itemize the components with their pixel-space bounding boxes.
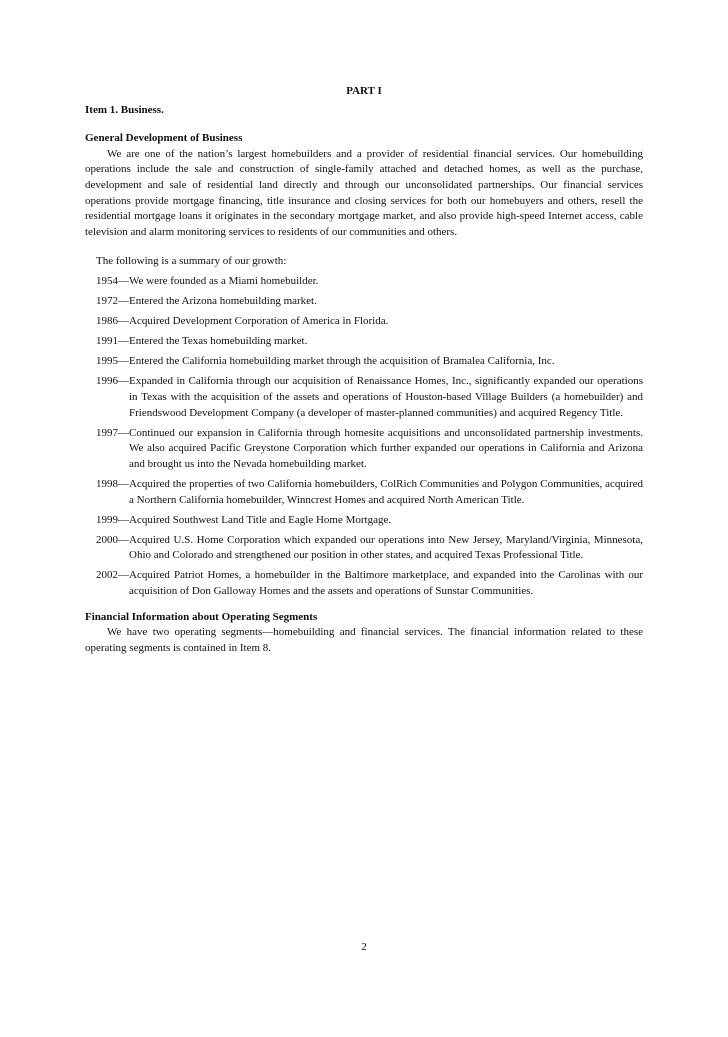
timeline-text: We were founded as a Miami homebuilder. <box>129 274 319 287</box>
document-page <box>85 84 643 656</box>
timeline-item <box>96 374 643 421</box>
item-title: Item 1. Business. <box>85 103 164 116</box>
timeline-text: Acquired Development Corporation of America in Florida. <box>129 315 389 328</box>
timeline-item <box>96 477 643 508</box>
timeline-item <box>96 533 643 564</box>
timeline-text: Continued our expansion in California through homesite acquisitions and unconsolidated partnership investments. We also acquired Pacific Greystone Corporation which further expanded our operations in California and Arizona and brought us into the Nevada homebuilding market. <box>129 426 643 470</box>
timeline-year: 1991— <box>96 335 129 348</box>
timeline-year: 1996— <box>96 375 129 388</box>
growth-timeline <box>85 274 643 600</box>
part-title: PART I <box>346 85 382 97</box>
page-number: 2 <box>361 941 367 953</box>
timeline-text: Expanded in California through our acquisition of Renaissance Homes, Inc., significantly expanded our operations in Texas with the acquisition of the assets and operations of Houston-based Village Builders (a homebuilder) and Friendswood Development Company (a developer of master-planned communities) and acquired Regency Title. <box>129 375 643 419</box>
timeline-item <box>96 513 643 529</box>
timeline-year: 1972— <box>96 295 129 308</box>
timeline-year: 1997— <box>96 426 129 439</box>
timeline-item <box>96 314 643 330</box>
timeline-year: 1995— <box>96 355 129 368</box>
timeline-item <box>96 426 643 473</box>
general-development-heading: General Development of Business <box>85 132 243 145</box>
growth-summary-intro: The following is a summary of our growth: <box>96 255 287 268</box>
timeline-text: Acquired U.S. Home Corporation which expanded our operations into New Jersey, Maryland/Virginia, Minnesota, Ohio and Colorado and strengthened our position in other states, and acquired Texas Professional Title. <box>129 533 643 562</box>
financial-information-paragraph: We have two operating segments—homebuilding and financial services. The financial information related to these operating segments is contained in Item 8. <box>85 626 643 654</box>
timeline-text: Entered the Texas homebuilding market. <box>129 335 308 348</box>
timeline-item <box>96 294 643 310</box>
general-development-paragraph: We are one of the nation’s largest homebuilders and a provider of residential financial services. Our homebuilding operations include the sale and construction of single-family attached and detached homes, as well as the purchase, development and sale of residential land directly and through our unconsolidated partnerships. Our financial services operations provide mortgage financing, title insurance and closing services for both our homebuyers and others, resell the residential mortgage loans it originates in the secondary mortgage market, and also provide high-speed Internet access, cable television and alarm monitoring services to residents of our communities and others. <box>85 147 643 238</box>
timeline-item <box>96 354 643 370</box>
timeline-year: 1954— <box>96 274 129 287</box>
timeline-item <box>96 334 643 350</box>
timeline-year: 1999— <box>96 513 129 526</box>
timeline-year: 1986— <box>96 315 129 328</box>
timeline-text: Acquired Southwest Land Title and Eagle Home Mortgage. <box>129 513 392 526</box>
timeline-text: Entered the Arizona homebuilding market. <box>129 295 317 308</box>
timeline-text: Entered the California homebuilding market through the acquisition of Bramalea California, Inc. <box>129 355 555 368</box>
timeline-year: 2002— <box>96 569 129 582</box>
timeline-text: Acquired the properties of two California homebuilders, ColRich Communities and Polygon Communities, acquired a Northern California homebuilder, Winncrest Homes and acquired North American Title. <box>129 477 643 506</box>
timeline-year: 2000— <box>96 533 129 546</box>
timeline-item <box>96 568 643 599</box>
financial-information-heading: Financial Information about Operating Segments <box>85 610 318 623</box>
timeline-text: Acquired Patriot Homes, a homebuilder in the Baltimore marketplace, and expanded into the Carolinas with our acquisition of Don Galloway Homes and the assets and operations of Sunstar Communities. <box>129 569 643 598</box>
timeline-item <box>96 274 643 290</box>
timeline-year: 1998— <box>96 477 129 490</box>
